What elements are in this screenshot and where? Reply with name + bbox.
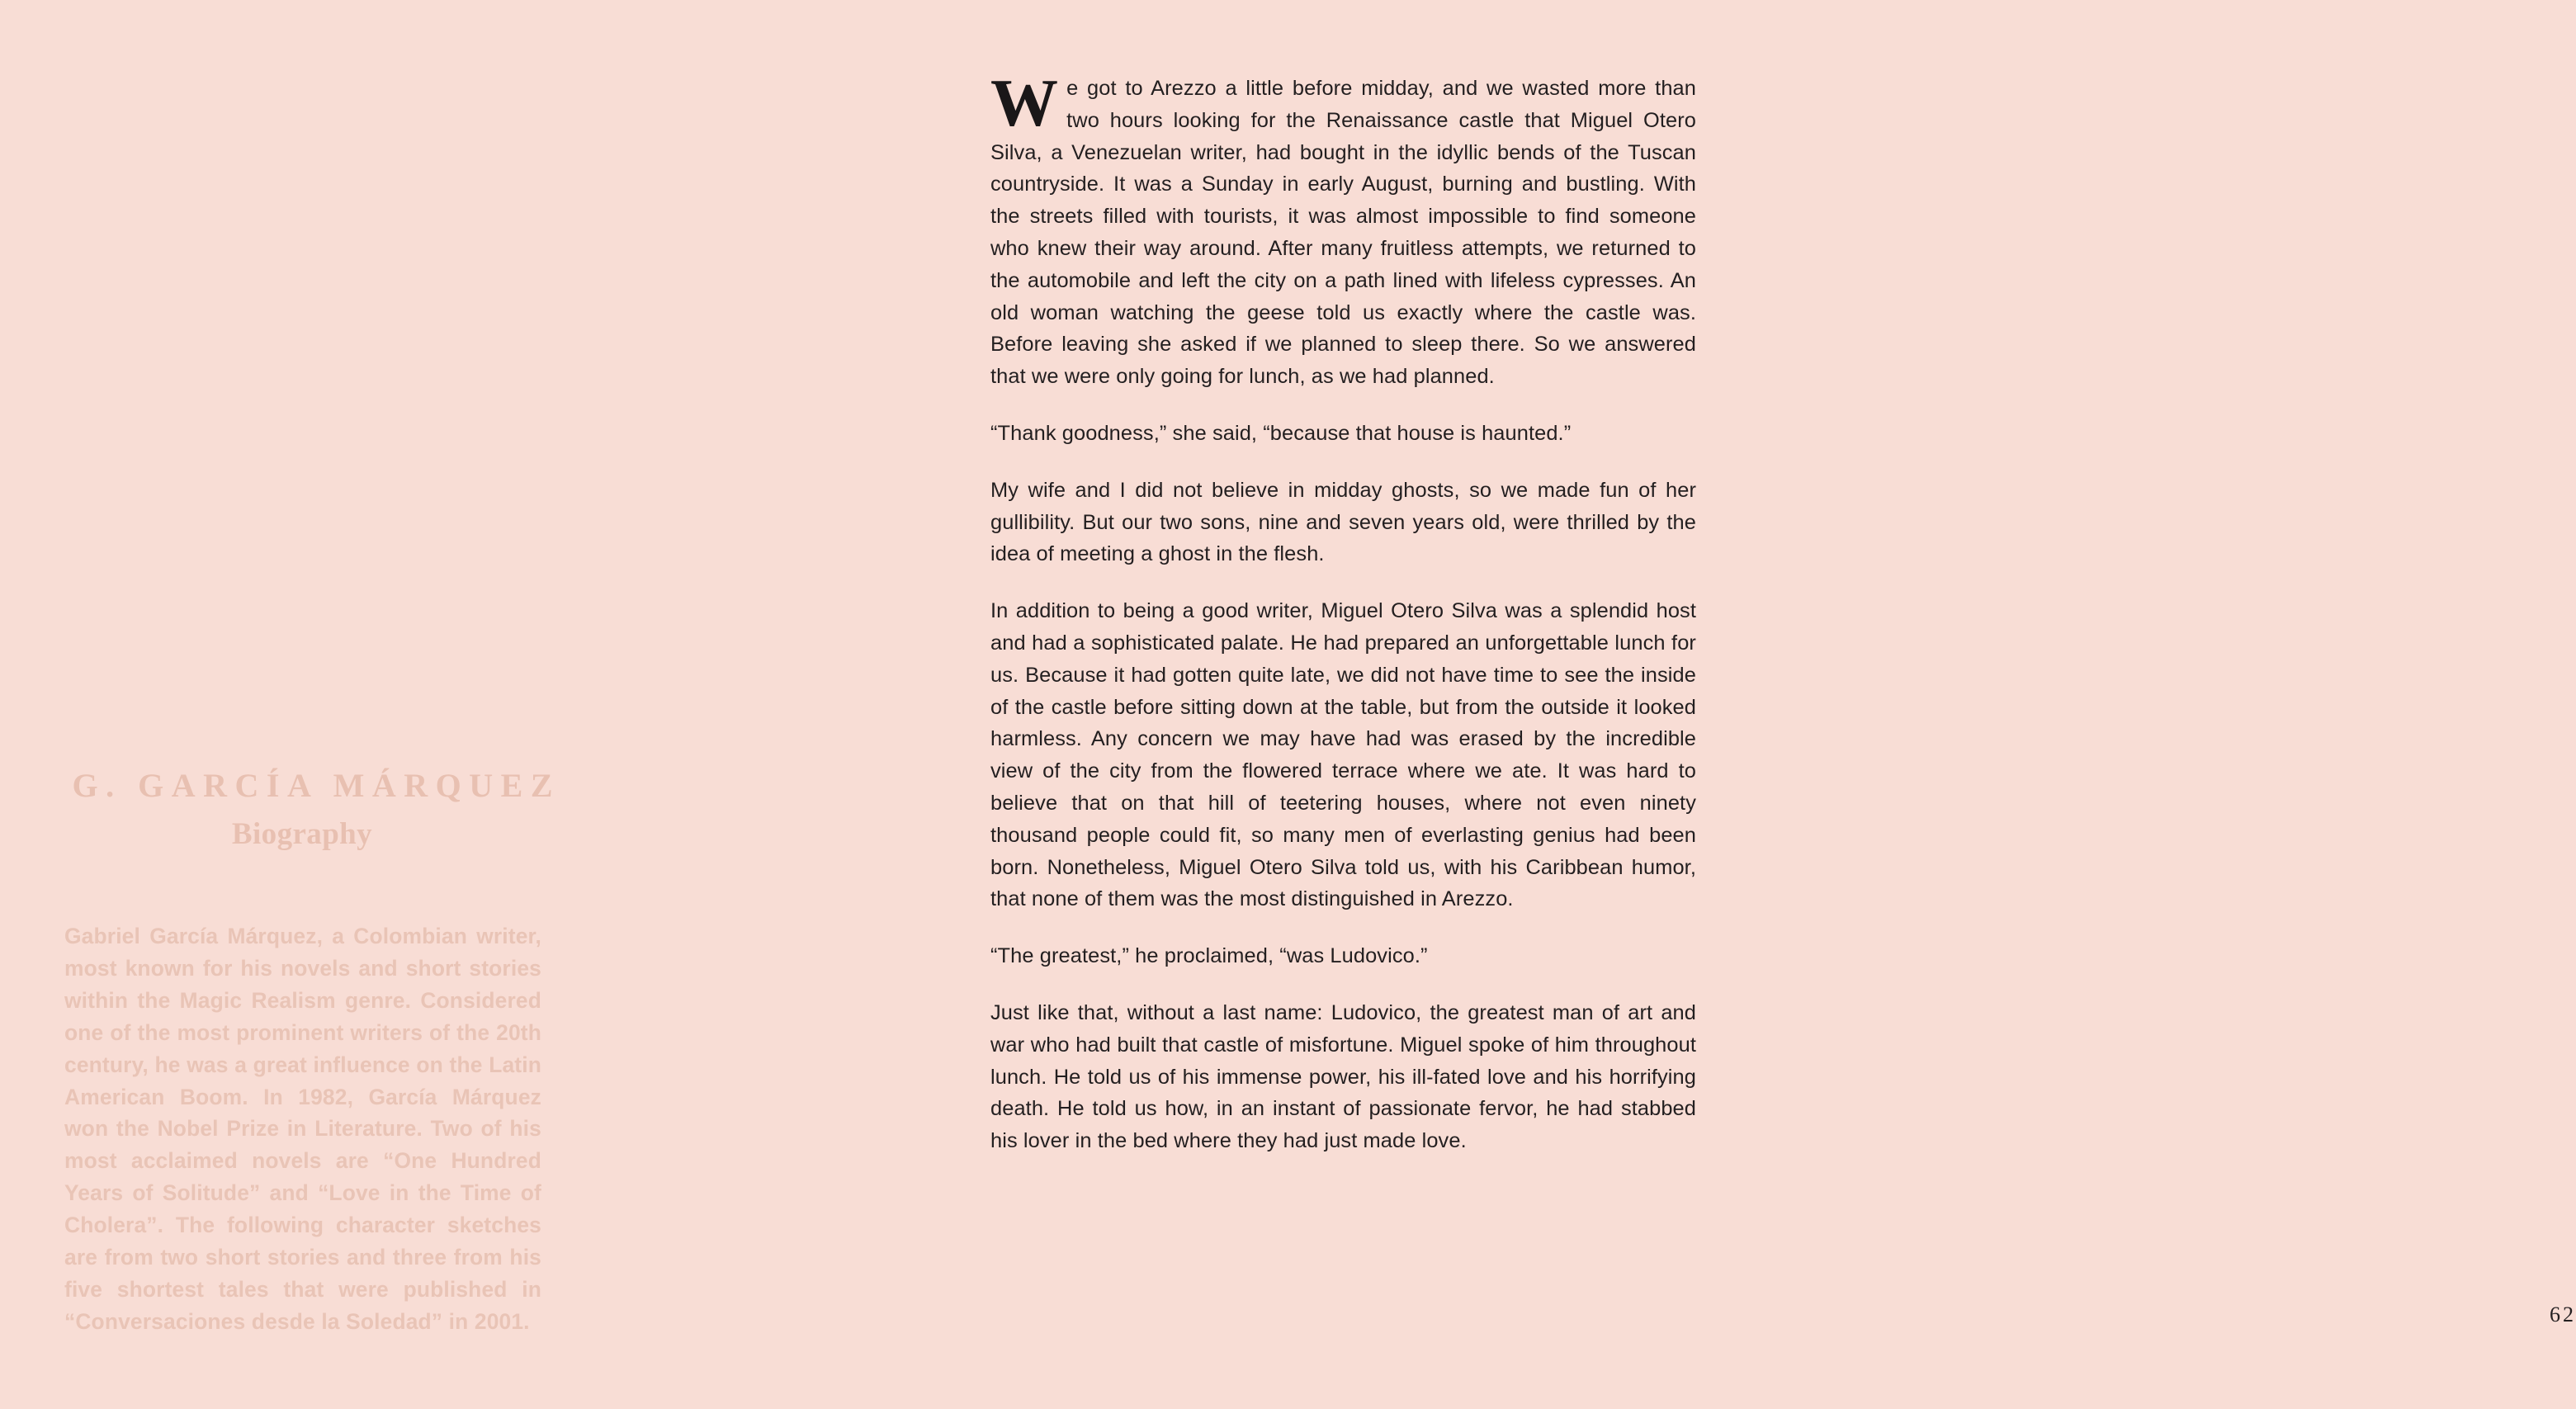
story-paragraph-3: My wife and I did not believe in midday ghosts, so we made fun of her gullibility. But our two sons, nine and seven years old, were thrilled by the idea of meeting a ghost in the flesh. [990, 478, 1696, 566]
biography-heading-block [64, 767, 561, 852]
story-paragraph-1: We got to Arezzo a little before midday, and we wasted more than two hours looking for the Renaissance castle that Miguel Otero Silva, a Venezuelan writer, had bought in the idyllic bends of the Tuscan countryside. It was a Sunday in early August, burning and bustling. With the streets filled with tourists, it was almost impossible to find someone who knew their way around. After many fruitless attempts, we returned to the automobile and left the city on a path lined with lifeless cypresses. An old woman watching the geese told us exactly where the castle was. Before leaving she asked if we planned to sleep there. So we answered that we were only going for lunch, as we had planned. [990, 65, 1696, 389]
story-paragraph-6: Just like that, without a last name: Ludovico, the greatest man of art and war who had built that castle of misfortune. Miguel spoke of him throughout lunch. He told us of his immense power, his ill-fated love and his horrifying death. He told us how, in an instant of passionate fervor, he had stabbed his lover in the bed where they had just made love. [990, 1000, 1696, 1153]
page-subtitle: Biography [231, 816, 373, 851]
biography-paragraph: Gabriel García Márquez, a Colombian writer, most known for his novels and short stories within the Magic Realism genre. Considered one of the most prominent writers of the 20th century, he was a great influence on the Latin American Boom. In 1982, García Márquez won the Nobel Prize in Literature. Two of his most acclaimed novels are “One Hundred Years of Solitude” and “Love in the Time of Cholera”. The following character sketches are from two short stories and three from his five shortest tales that were published in “Conversaciones desde la Soledad” in 2001. [64, 924, 541, 1334]
story-paragraph-4: In addition to being a good writer, Miguel Otero Silva was a splendid host and had a sophisticated palate. He had prepared an unforgettable lunch for us. Because it had gotten quite late, we did not have time to see the inside of the castle before sitting down at the table, but from the outside it looked harmless. Any concern we may have had was erased by the incredible view of the city from the flowered terrace where we ate. It was hard to believe that on that hill of teetering houses, where not even ninety thousand people could fit, so many men of everlasting genius had been born. Nonetheless, Miguel Otero Silva told us, with his Caribbean humor, that none of them was the most distinguished in Arezzo. [990, 599, 1696, 911]
left-page [0, 0, 880, 1409]
page-number: 62 [2550, 1303, 2576, 1326]
story-paragraph-5: “The greatest,” he proclaimed, “was Ludovico.” [990, 944, 1428, 968]
page-title: G. GARCÍA MÁRQUEZ [72, 767, 561, 804]
story-body [990, 65, 1696, 1157]
story-paragraph-2: “Thank goodness,” she said, “because that house is haunted.” [990, 421, 1572, 445]
right-page [880, 0, 2576, 1409]
